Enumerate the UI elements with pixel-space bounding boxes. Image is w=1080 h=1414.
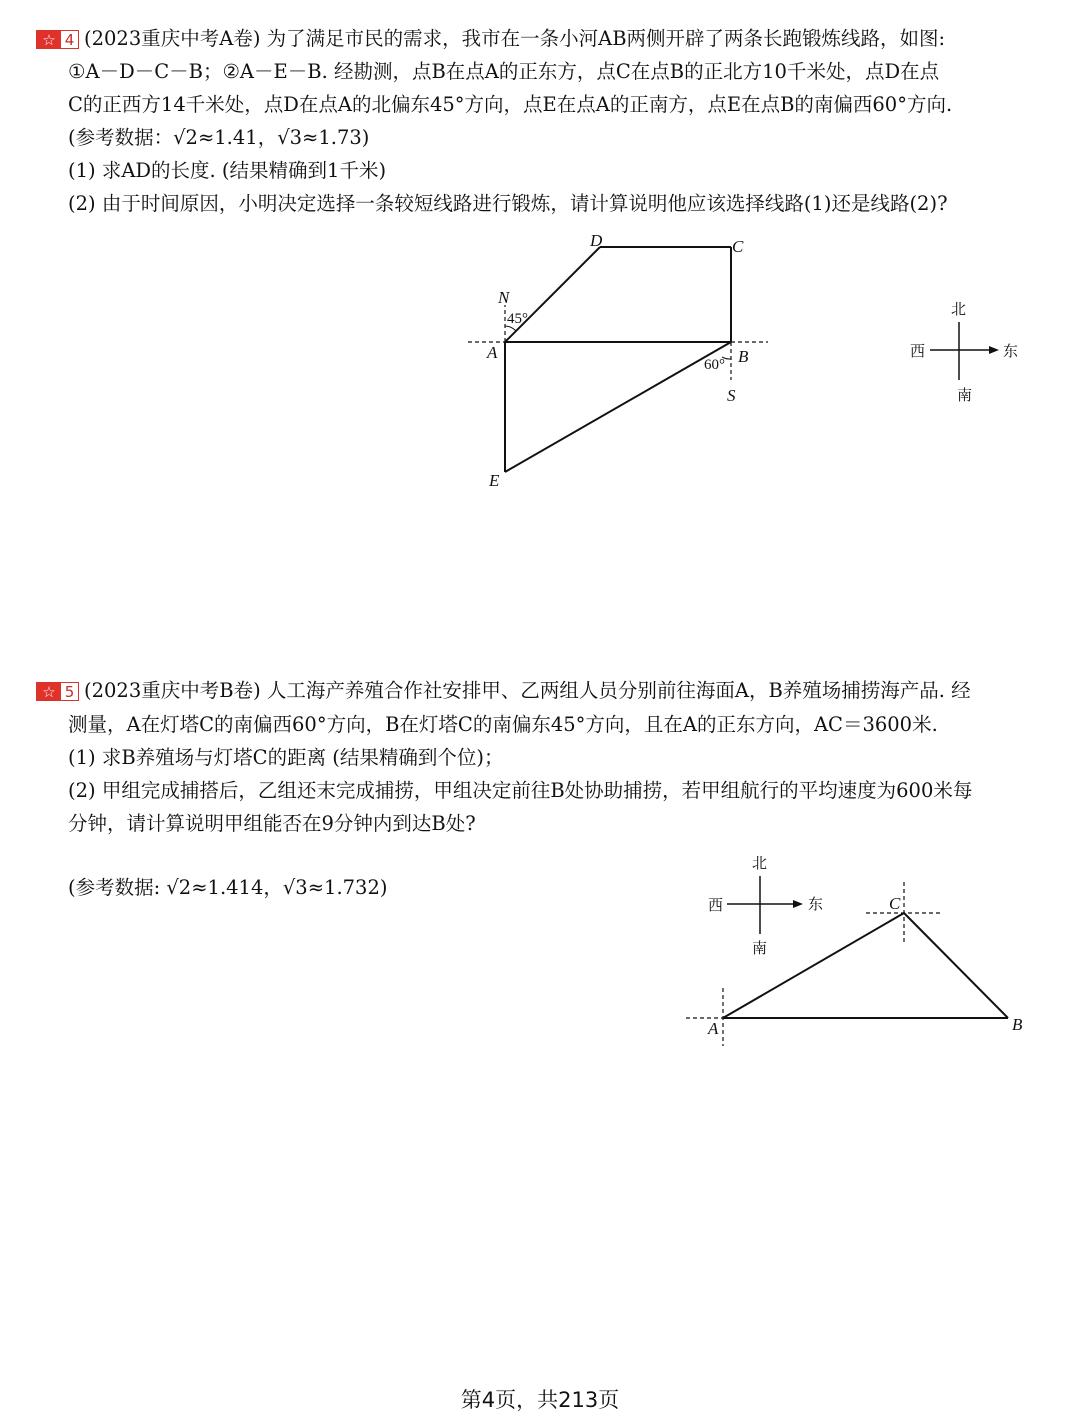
label-a: A — [708, 1019, 719, 1038]
label-b: B — [1012, 1015, 1023, 1034]
problem-4-line-3: C的正西方14千米处，点D在点A的北偏东45°方向，点E在点A的正南方，点E在点B的南偏西60°方向. — [68, 93, 953, 116]
label-n: N — [498, 288, 510, 307]
problem-5-question-1: (1) 求B养殖场与灯塔C的距离 (结果精确到个位)； — [68, 746, 504, 769]
compass-south: 南 — [957, 386, 973, 404]
problem-5-line-2: 测量，A在灯塔C的南偏西60°方向，B在灯塔C的南偏东45°方向，且在A的正东方向，AC＝3600米. — [68, 713, 938, 736]
problem-5-line-1: (2023重庆中考B卷) 人工海产养殖合作社安排甲、乙两组人员分别前往海面A，B养殖场捕捞海产品. 经 — [84, 679, 971, 702]
label-e: E — [489, 471, 500, 490]
angle-45: 45° — [507, 311, 528, 327]
problem-4-reference: (参考数据：√2≈1.41，√3≈1.73) — [68, 126, 370, 149]
compass-east: 东 — [1003, 342, 1019, 360]
label-c: C — [732, 237, 744, 256]
compass-north: 北 — [951, 300, 967, 318]
problem-5-reference: (参考数据: √2≈1.414，√3≈1.732) — [68, 876, 388, 899]
problem-4-question-2: (2) 由于时间原因，小明决定选择一条较短线路进行锻炼，请计算说明他应该选择线路(1)还是线路(2)? — [68, 192, 948, 215]
problem-4-line-1: (2023重庆中考A卷) 为了满足市民的需求，我市在一条小河AB两侧开辟了两条长跑锻炼线路，如图: — [84, 27, 946, 50]
problem-5-question-2a: (2) 甲组完成捕搭后，乙组还末完成捕捞，甲组决定前往B处协助捕捞，若甲组航行的平均速度为600米每 — [68, 779, 973, 802]
problem-number: 5 — [61, 683, 78, 700]
label-s: S — [727, 386, 736, 405]
label-b: B — [738, 347, 749, 366]
problem-5-question-2b: 分钟，请计算说明甲组能否在9分钟内到达B处? — [68, 812, 476, 835]
compass-north: 北 — [752, 854, 768, 872]
label-c: C — [889, 894, 901, 913]
problem-number: 4 — [61, 31, 78, 48]
star-icon: ☆ — [37, 683, 61, 700]
compass-west: 西 — [910, 342, 926, 360]
compass-east: 东 — [808, 895, 824, 913]
problem-4-question-1: (1) 求AD的长度. (结果精确到1千米) — [68, 159, 387, 182]
label-d: D — [590, 231, 603, 250]
angle-60: 60° — [704, 357, 725, 373]
compass-5 — [708, 854, 823, 957]
problem-4-line-2: ①A－D－C－B；②A－E－B. 经勘测，点B在点A的正东方，点C在点B的正北方10千米处，点D在点 — [68, 60, 940, 83]
page-footer: 第4页，共213页 — [460, 1388, 620, 1412]
star-icon: ☆ — [37, 31, 61, 48]
compass-south: 南 — [752, 939, 768, 957]
compass-west: 西 — [708, 896, 724, 914]
label-a: A — [487, 343, 498, 362]
